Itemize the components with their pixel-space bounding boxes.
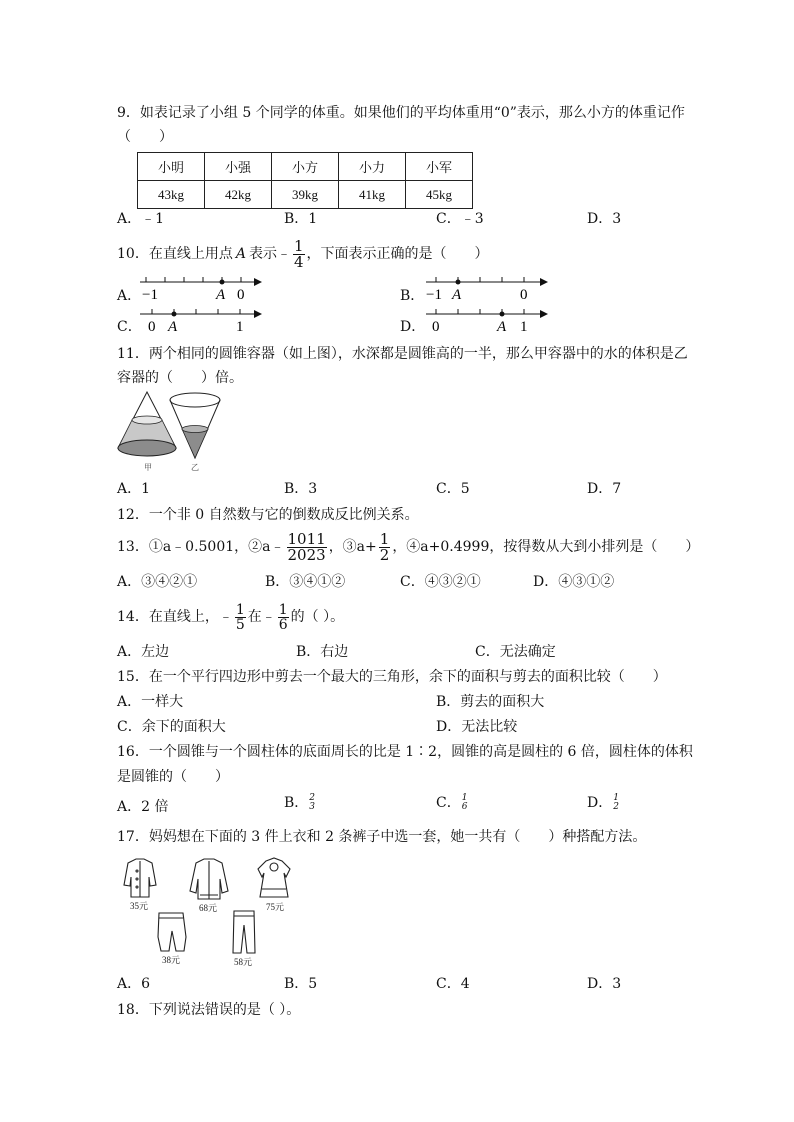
clothing-figure bbox=[114, 855, 304, 970]
q16-stem-cont: 是圆锥的（ ） bbox=[117, 769, 229, 785]
table-cell: 42kg bbox=[205, 181, 272, 209]
q13-post: ，④a+0.4999，按得数从大到小排列是（ ） bbox=[392, 539, 700, 555]
q16-stem: 16．一个圆锥与一个圆柱体的底面周长的比是 1∶2，圆锥的高是圆柱的 6 倍，圆柱体的体积 bbox=[117, 744, 693, 760]
table-cell: 小力 bbox=[339, 153, 406, 181]
jacket-icon bbox=[190, 859, 228, 899]
q14-fraction-1: $\frac{1}{5}$ bbox=[235, 601, 245, 633]
q10-post: ，下面表示正确的是（ ） bbox=[306, 246, 489, 262]
q14-option-a[interactable]: A．左边 bbox=[117, 644, 170, 660]
q15-option-a[interactable]: A．一样大 bbox=[117, 694, 184, 710]
q11-stem-cont: 容器的（ ）倍。 bbox=[117, 370, 243, 386]
q10-mid: 表示﹣ bbox=[248, 246, 291, 262]
table-cell: 小强 bbox=[205, 153, 272, 181]
trousers-icon bbox=[158, 913, 186, 951]
cone-containers-figure bbox=[114, 390, 244, 472]
q10-fraction: $\frac{1}{4}$ bbox=[293, 236, 304, 271]
jeans-icon bbox=[233, 911, 255, 953]
q14-pre: 14．在直线上，﹣ bbox=[117, 609, 233, 625]
q15-option-b[interactable]: B．剪去的面积大 bbox=[436, 694, 545, 710]
point-label: A bbox=[216, 287, 226, 303]
q11-option-c[interactable]: C．5 bbox=[436, 481, 470, 497]
price-label: 38元 bbox=[162, 955, 181, 965]
table-row-names bbox=[138, 153, 473, 181]
q14-mid: 在﹣ bbox=[247, 609, 276, 625]
q13-fraction-2: $\frac{1}{2}$ bbox=[379, 529, 390, 564]
q13-option-c[interactable]: C．④③②① bbox=[400, 574, 481, 590]
q9-option-c[interactable]: C．﹣3 bbox=[436, 211, 484, 227]
q9-stem: 9．如表记录了小组 5 个同学的体重。如果他们的平均体重用“0”表示，那么小方的体重记作 bbox=[117, 105, 685, 121]
option-fraction: 1 2 bbox=[613, 793, 619, 812]
option-letter: C． bbox=[436, 795, 461, 811]
table-cell: 小军 bbox=[406, 153, 473, 181]
q10-option-d-letter[interactable]: D． bbox=[400, 319, 426, 335]
q17-stem: 17．妈妈想在下面的 3 件上衣和 2 条裤子中选一套，她一共有（ ）种搭配方法。 bbox=[117, 829, 647, 845]
q17-option-d[interactable]: D．3 bbox=[587, 976, 622, 992]
tick-label: 0 bbox=[432, 319, 440, 335]
q11-option-d[interactable]: D．7 bbox=[587, 481, 622, 497]
q16-option-d[interactable] bbox=[587, 794, 620, 812]
option-fraction: 1 6 bbox=[461, 793, 468, 812]
q9-option-b[interactable]: B．1 bbox=[284, 211, 318, 227]
q10-option-c-letter[interactable]: C． bbox=[117, 319, 142, 335]
q10-number-line-d[interactable] bbox=[424, 304, 549, 336]
q9-option-a[interactable]: A．﹣1 bbox=[117, 211, 165, 227]
option-fraction: 2 3 bbox=[309, 793, 316, 812]
dress-icon bbox=[258, 858, 290, 897]
q10-number-line-a[interactable] bbox=[138, 272, 263, 304]
table-cell: 45kg bbox=[406, 181, 473, 209]
weight-table bbox=[137, 152, 473, 209]
option-letter: B． bbox=[284, 795, 309, 811]
q16-option-b[interactable] bbox=[284, 794, 316, 812]
price-label: 68元 bbox=[199, 903, 218, 913]
q14-stem bbox=[117, 598, 344, 636]
q13-option-d[interactable]: D．④③①② bbox=[533, 574, 615, 590]
q10-pre: 10．在直线上用点 bbox=[117, 246, 233, 262]
q15-stem: 15．在一个平行四边形中剪去一个最大的三角形，余下的面积与剪去的面积比较（ ） bbox=[117, 669, 667, 685]
q13-option-a[interactable]: A．③④②① bbox=[117, 574, 198, 590]
q13-mid: ，③a+ bbox=[328, 539, 377, 555]
q18-stem: 18．下列说法错误的是（ ）。 bbox=[117, 1002, 301, 1018]
q9-blank: （ ） bbox=[117, 129, 173, 145]
q14-fraction-2: $\frac{1}{6}$ bbox=[278, 601, 288, 633]
q13-fraction-1: $\frac{1011}{2023}$ bbox=[287, 529, 326, 564]
tick-label: 1 bbox=[236, 319, 244, 335]
table-row-weights bbox=[138, 181, 473, 209]
price-label: 35元 bbox=[130, 901, 149, 911]
q10-number-line-b[interactable] bbox=[424, 272, 549, 304]
q9-option-d[interactable]: D．3 bbox=[587, 211, 622, 227]
q17-option-c[interactable]: C．4 bbox=[436, 976, 470, 992]
cone-label-jia: 甲 bbox=[144, 463, 152, 472]
q13-option-b[interactable]: B．③④①② bbox=[265, 574, 346, 590]
table-cell: 小明 bbox=[138, 153, 205, 181]
q17-option-b[interactable]: B．5 bbox=[284, 976, 318, 992]
point-label: A bbox=[452, 287, 462, 303]
q13-pre: 13．①a﹣0.5001，②a﹣ bbox=[117, 539, 285, 555]
point-label: A bbox=[497, 319, 507, 335]
q10-number-line-c[interactable] bbox=[138, 304, 263, 336]
q17-option-a[interactable]: A．6 bbox=[117, 976, 151, 992]
q15-option-c[interactable]: C．余下的面积大 bbox=[117, 719, 226, 735]
q16-option-a[interactable]: A．2 倍 bbox=[117, 799, 169, 815]
q10-option-a-letter[interactable]: A． bbox=[117, 288, 142, 304]
tick-label: −1 bbox=[426, 287, 442, 303]
q10-option-b-letter[interactable]: B． bbox=[400, 288, 425, 304]
price-label: 58元 bbox=[234, 957, 253, 967]
q11-option-a[interactable]: A．1 bbox=[117, 481, 151, 497]
q12-stem: 12．一个非 0 自然数与它的倒数成反比例关系。 bbox=[117, 507, 419, 523]
q14-option-c[interactable]: C．无法确定 bbox=[475, 644, 556, 660]
table-cell: 小方 bbox=[272, 153, 339, 181]
price-label: 75元 bbox=[266, 902, 285, 912]
tick-label: −1 bbox=[142, 287, 158, 303]
option-letter: D． bbox=[587, 795, 613, 811]
table-cell: 39kg bbox=[272, 181, 339, 209]
tick-label: 0 bbox=[237, 287, 245, 303]
q10-point: A bbox=[235, 246, 246, 262]
coat-icon bbox=[124, 859, 156, 897]
q10-stem bbox=[117, 235, 489, 273]
tick-label: 0 bbox=[520, 287, 528, 303]
q16-option-c[interactable] bbox=[436, 794, 468, 812]
q11-option-b[interactable]: B．3 bbox=[284, 481, 318, 497]
q15-option-d[interactable]: D．无法比较 bbox=[436, 719, 518, 735]
tick-label: 0 bbox=[148, 319, 156, 335]
q14-post: 的（ ）。 bbox=[290, 609, 345, 625]
tick-label: 1 bbox=[520, 319, 528, 335]
q14-option-b[interactable]: B．右边 bbox=[296, 644, 349, 660]
table-cell: 43kg bbox=[138, 181, 205, 209]
cone-label-yi: 乙 bbox=[191, 463, 199, 472]
q11-stem: 11．两个相同的圆锥容器（如上图），水深都是圆锥高的一半，那么甲容器中的水的体积是乙 bbox=[117, 346, 688, 362]
table-cell: 41kg bbox=[339, 181, 406, 209]
q13-stem bbox=[117, 528, 699, 566]
point-label: A bbox=[168, 319, 178, 335]
